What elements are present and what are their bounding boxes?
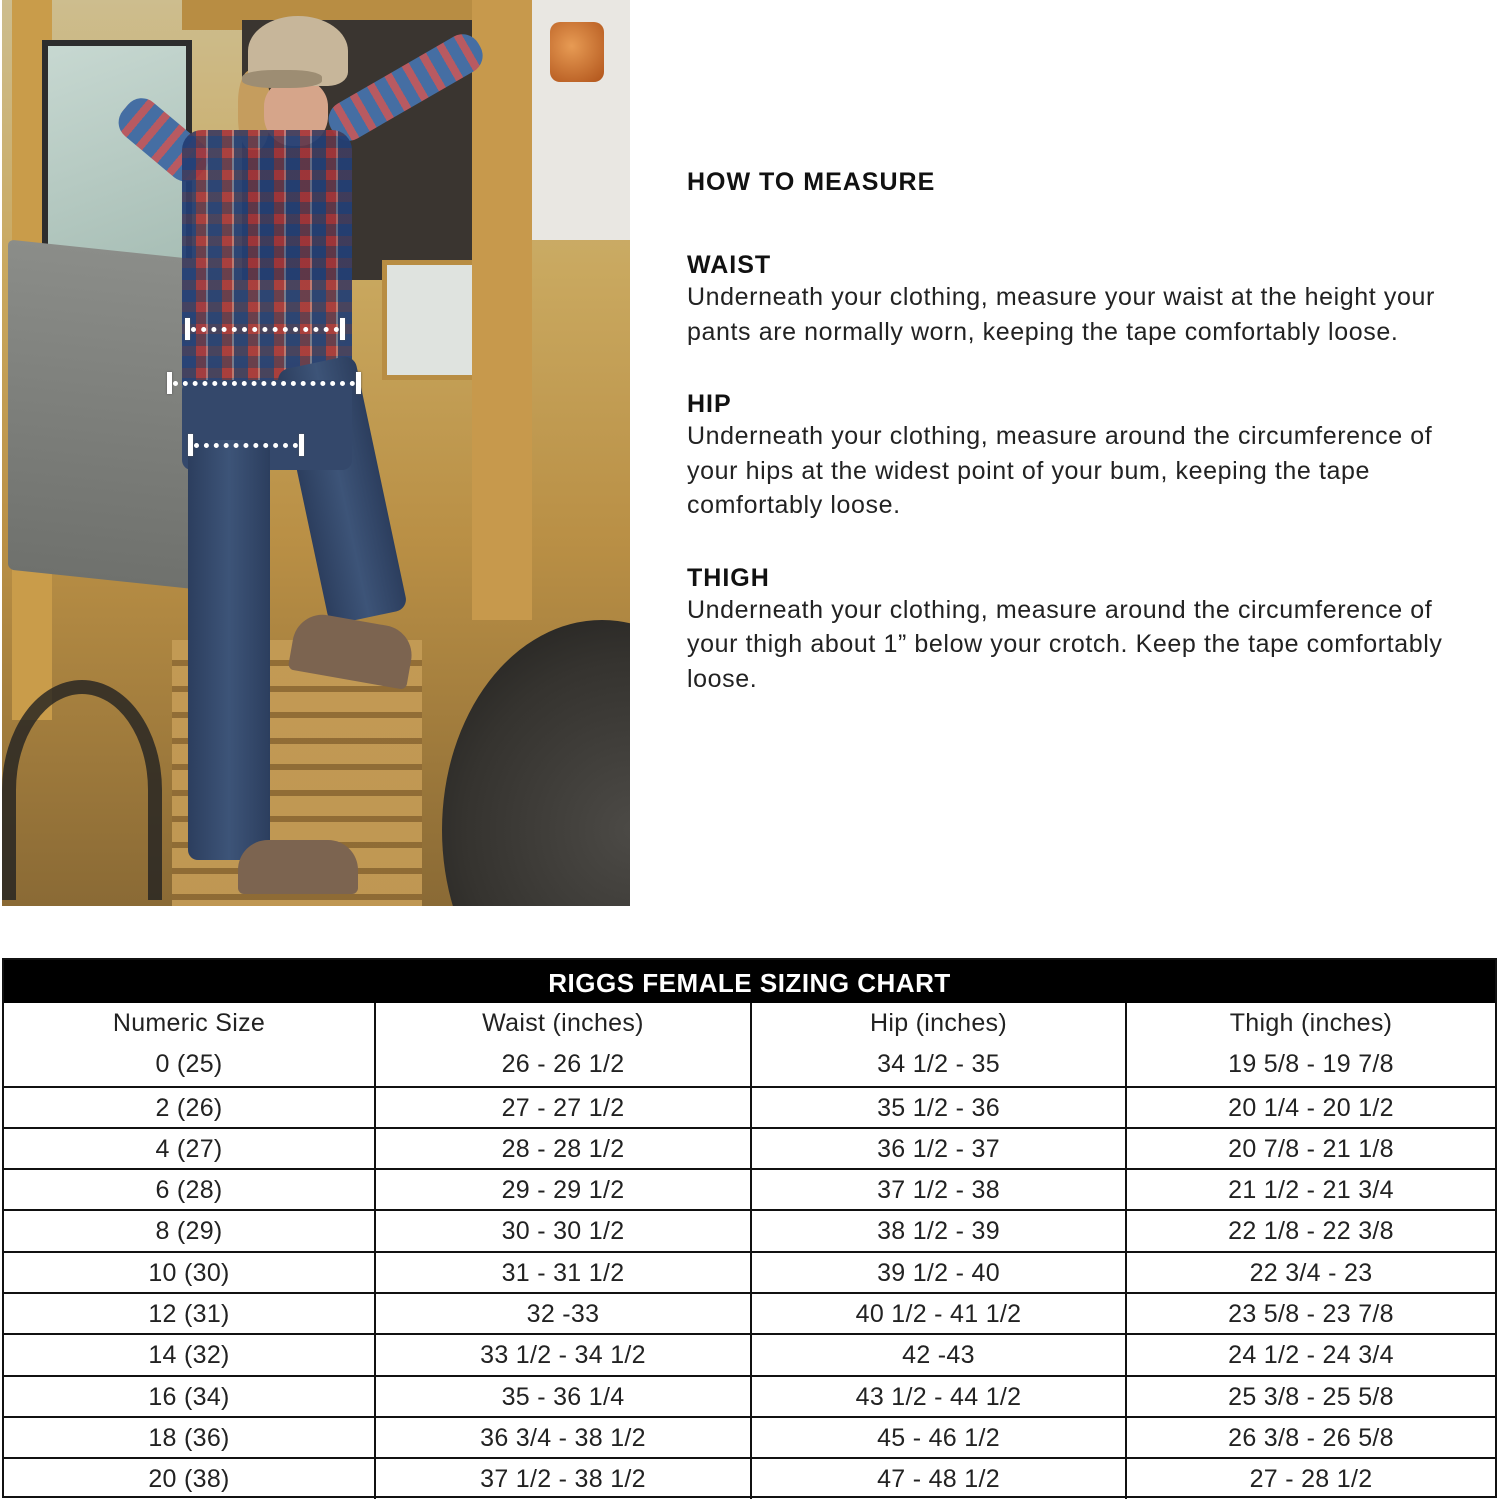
thigh-cell: 23 5/8 - 23 7/8 xyxy=(1125,1294,1495,1334)
beacon-light xyxy=(550,22,604,82)
size-cell: 6 (28) xyxy=(155,1176,223,1205)
waist-cell: 26 - 26 1/2 xyxy=(374,1044,750,1085)
size-cell: 4 (27) xyxy=(155,1134,223,1163)
hip-cell: 37 1/2 - 38 xyxy=(750,1170,1125,1210)
waist-cell: 31 - 31 1/2 xyxy=(374,1253,750,1293)
how-to-measure xyxy=(687,168,1477,736)
size-cell: 0 (25) xyxy=(155,1050,223,1079)
table-row xyxy=(4,1168,1495,1209)
section-heading: THIGH xyxy=(687,563,770,592)
thigh-cell: 26 3/8 - 26 5/8 xyxy=(1125,1418,1495,1458)
hip-cell: 45 - 46 1/2 xyxy=(750,1418,1125,1458)
guide-section-thigh xyxy=(687,563,1477,697)
table-row xyxy=(4,1044,1495,1085)
thigh-cell: 22 1/8 - 22 3/8 xyxy=(1125,1211,1495,1251)
size-cell: 10 (30) xyxy=(148,1258,230,1287)
thigh-cell: 24 1/2 - 24 3/4 xyxy=(1125,1335,1495,1375)
hip-cell: 34 1/2 - 35 xyxy=(750,1044,1125,1085)
waist-cell: 27 - 27 1/2 xyxy=(374,1088,750,1128)
column-header: Waist (inches) xyxy=(374,1003,750,1044)
table-row xyxy=(4,1251,1495,1292)
person-cap-brim xyxy=(242,70,322,88)
hip-cell: 39 1/2 - 40 xyxy=(750,1253,1125,1293)
table-row xyxy=(4,1457,1495,1498)
product-photo xyxy=(2,0,630,906)
work-boot xyxy=(238,840,358,894)
thigh-cell: 21 1/2 - 21 3/4 xyxy=(1125,1170,1495,1210)
cab-rear-window xyxy=(382,260,482,380)
table-row xyxy=(4,1292,1495,1333)
waist-cell: 36 3/4 - 38 1/2 xyxy=(374,1418,750,1458)
guide-section-hip xyxy=(687,389,1477,523)
hip-measure-marker xyxy=(167,372,361,394)
guide-title: HOW TO MEASURE xyxy=(687,168,936,196)
hip-cell: 43 1/2 - 44 1/2 xyxy=(750,1377,1125,1417)
table-row xyxy=(4,1127,1495,1168)
table-row xyxy=(4,1209,1495,1250)
size-cell: 18 (36) xyxy=(148,1423,230,1452)
table-row xyxy=(4,1333,1495,1374)
column-header: Hip (inches) xyxy=(750,1003,1125,1044)
section-body: Underneath your clothing, measure your waist at the height your pants are normally worn, keeping the tape comfortably loose. xyxy=(687,283,1435,346)
table-body xyxy=(4,1044,1495,1498)
thigh-measure-marker xyxy=(188,434,304,456)
table-row xyxy=(4,1086,1495,1127)
waist-cell: 29 - 29 1/2 xyxy=(374,1170,750,1210)
hip-cell: 47 - 48 1/2 xyxy=(750,1459,1125,1499)
section-body: Underneath your clothing, measure around the circumference of your hips at the widest point of your bum, keeping the tape comfortably loose. xyxy=(687,422,1433,519)
plaid-shirt xyxy=(182,130,352,390)
size-cell: 2 (26) xyxy=(155,1093,223,1122)
thigh-cell: 27 - 28 1/2 xyxy=(1125,1459,1495,1499)
waist-measure-marker xyxy=(185,318,345,340)
hip-cell: 42 -43 xyxy=(750,1335,1125,1375)
waist-cell: 37 1/2 - 38 1/2 xyxy=(374,1459,750,1499)
size-cell: 12 (31) xyxy=(148,1300,230,1329)
column-header: Thigh (inches) xyxy=(1125,1003,1495,1044)
hip-cell: 38 1/2 - 39 xyxy=(750,1211,1125,1251)
table-row xyxy=(4,1416,1495,1457)
thigh-cell: 20 7/8 - 21 1/8 xyxy=(1125,1129,1495,1169)
tire xyxy=(442,620,630,906)
hydraulic-hoses xyxy=(2,680,162,900)
cab-door-panel xyxy=(8,239,208,590)
thigh-cell: 25 3/8 - 25 5/8 xyxy=(1125,1377,1495,1417)
section-heading: HIP xyxy=(687,390,732,418)
size-cell: 16 (34) xyxy=(148,1382,230,1411)
column-header: Numeric Size xyxy=(112,1009,266,1037)
hip-cell: 40 1/2 - 41 1/2 xyxy=(750,1294,1125,1334)
waist-cell: 32 -33 xyxy=(374,1294,750,1334)
thigh-cell: 22 3/4 - 23 xyxy=(1125,1253,1495,1293)
size-cell: 8 (29) xyxy=(155,1217,223,1246)
waist-cell: 35 - 36 1/4 xyxy=(374,1377,750,1417)
guide-section-waist xyxy=(687,250,1477,349)
table-row xyxy=(4,1375,1495,1416)
jeans-leg xyxy=(188,440,270,860)
thigh-cell: 19 5/8 - 19 7/8 xyxy=(1125,1044,1495,1085)
section-heading: WAIST xyxy=(687,251,772,279)
hip-cell: 36 1/2 - 37 xyxy=(750,1129,1125,1169)
waist-cell: 30 - 30 1/2 xyxy=(374,1211,750,1251)
size-cell: 20 (38) xyxy=(148,1465,230,1494)
waist-cell: 28 - 28 1/2 xyxy=(374,1129,750,1169)
cab-frame xyxy=(472,0,532,620)
section-body: Underneath your clothing, measure around the circumference of your thigh about 1” below your crotch. Keep the tape comfortably loose. xyxy=(687,595,1443,693)
thigh-cell: 20 1/4 - 20 1/2 xyxy=(1125,1088,1495,1128)
hip-cell: 35 1/2 - 36 xyxy=(750,1088,1125,1128)
table-title: RIGGS FEMALE SIZING CHART xyxy=(4,960,1495,1003)
waist-cell: 33 1/2 - 34 1/2 xyxy=(374,1335,750,1375)
size-cell: 14 (32) xyxy=(148,1341,230,1370)
sizing-chart-table xyxy=(2,958,1497,1498)
table-header-row xyxy=(4,1003,1495,1044)
